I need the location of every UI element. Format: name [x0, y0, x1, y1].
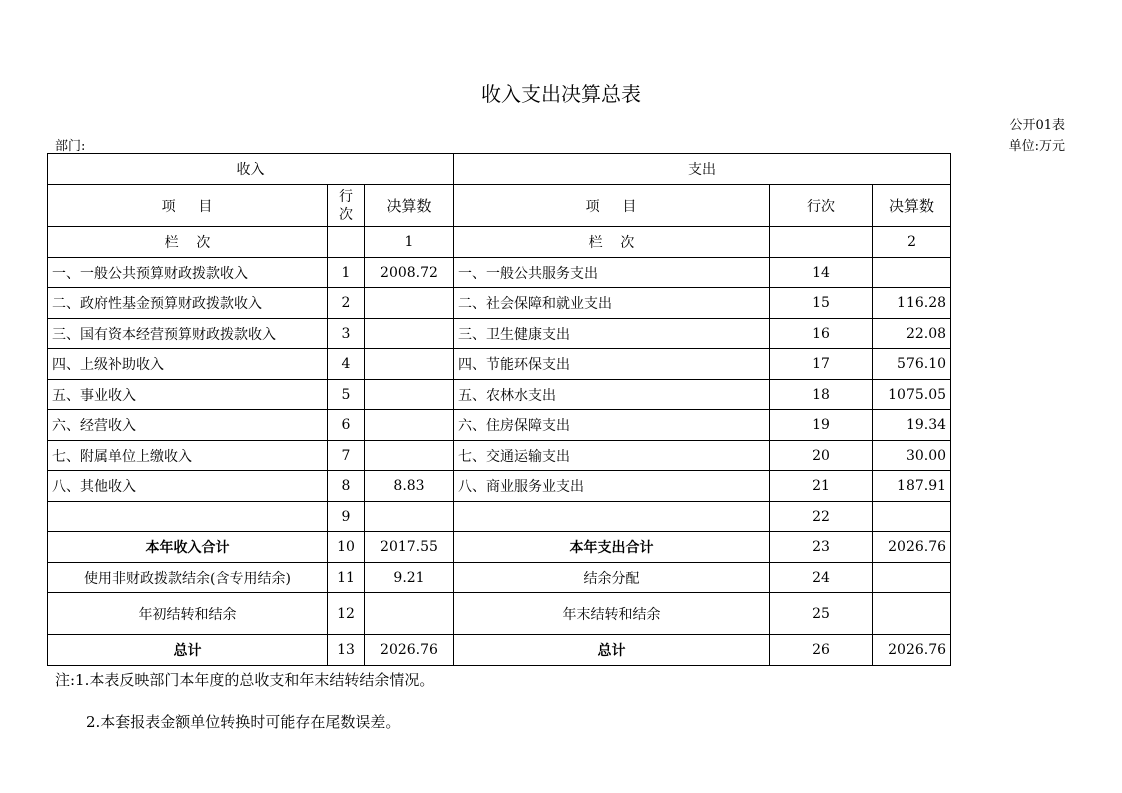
expense-row-no: 20 — [770, 441, 873, 471]
table-row — [48, 319, 951, 349]
expense-item: 一、一般公共服务支出 — [454, 258, 770, 288]
expense-column-index: 2 — [873, 227, 951, 258]
department-label: 部门: — [55, 139, 86, 154]
income-amount: 2008.72 — [365, 258, 454, 288]
income-item: 六、经营收入 — [48, 410, 328, 441]
income-row-no: 9 — [328, 502, 365, 532]
expense-row-no: 17 — [770, 349, 873, 380]
income-amount: 8.83 — [365, 471, 454, 502]
income-amount — [365, 380, 454, 410]
income-item: 五、事业收入 — [48, 380, 328, 410]
expense-item: 四、节能环保支出 — [454, 349, 770, 380]
notes — [55, 670, 434, 690]
income-row-no: 11 — [328, 563, 365, 593]
expense-row-no: 15 — [770, 288, 873, 319]
expense-row-no: 23 — [770, 532, 873, 563]
income-row-no: 2 — [328, 288, 365, 319]
note-2: 2.本套报表金额单位转换时可能存在尾数误差。 — [86, 713, 401, 731]
expense-section-header: 支出 — [454, 154, 951, 185]
table-row — [48, 380, 951, 410]
income-item-header: 项 目 — [48, 185, 328, 227]
column-index-row — [48, 227, 951, 258]
income-item: 一、一般公共预算财政拨款收入 — [48, 258, 328, 288]
expense-item: 二、社会保障和就业支出 — [454, 288, 770, 319]
income-row-no: 4 — [328, 349, 365, 380]
expense-row-no: 16 — [770, 319, 873, 349]
note-1: 注:1.本表反映部门本年度的总收支和年末结转结余情况。 — [55, 671, 435, 689]
expense-row-no-header: 行次 — [770, 185, 873, 227]
expense-grand-total-label: 总计 — [454, 635, 770, 666]
beginning-balance-amount — [365, 593, 454, 635]
expense-row-no: 24 — [770, 563, 873, 593]
expense-amount: 187.91 — [873, 471, 951, 502]
expense-amount — [873, 258, 951, 288]
surplus-distribution-amount — [873, 563, 951, 593]
page-title: 收入支出决算总表 — [481, 82, 641, 106]
income-row-no: 5 — [328, 380, 365, 410]
income-amount — [365, 410, 454, 441]
nonfiscal-balance-label: 使用非财政拨款结余(含专用结余) — [48, 563, 328, 593]
expense-amount — [873, 502, 951, 532]
income-amount — [365, 288, 454, 319]
surplus-distribution-label: 结余分配 — [454, 563, 770, 593]
income-column-label: 栏 次 — [48, 227, 328, 258]
beginning-balance-label: 年初结转和结余 — [48, 593, 328, 635]
income-item: 二、政府性基金预算财政拨款收入 — [48, 288, 328, 319]
table-row — [48, 441, 951, 471]
income-item: 八、其他收入 — [48, 471, 328, 502]
income-amount-header: 决算数 — [365, 185, 454, 227]
expense-item: 六、住房保障支出 — [454, 410, 770, 441]
empty-cell — [770, 227, 873, 258]
expense-row-no: 18 — [770, 380, 873, 410]
expense-row-no: 14 — [770, 258, 873, 288]
ending-balance-label: 年末结转和结余 — [454, 593, 770, 635]
expense-item — [454, 502, 770, 532]
expense-amount: 116.28 — [873, 288, 951, 319]
table-row — [48, 410, 951, 441]
expense-row-no: 22 — [770, 502, 873, 532]
table-row — [48, 563, 951, 593]
unit-label: 单位:万元 — [1008, 139, 1065, 154]
expense-item: 八、商业服务业支出 — [454, 471, 770, 502]
income-row-no: 1 — [328, 258, 365, 288]
expense-amount: 30.00 — [873, 441, 951, 471]
expense-row-no: 26 — [770, 635, 873, 666]
expense-item: 三、卫生健康支出 — [454, 319, 770, 349]
expense-amount: 19.34 — [873, 410, 951, 441]
income-grand-total-label: 总计 — [48, 635, 328, 666]
year-income-total-amount: 2017.55 — [365, 532, 454, 563]
budget-summary-table — [47, 153, 951, 666]
income-item: 四、上级补助收入 — [48, 349, 328, 380]
income-item: 七、附属单位上缴收入 — [48, 441, 328, 471]
income-row-no: 6 — [328, 410, 365, 441]
income-item: 三、国有资本经营预算财政拨款收入 — [48, 319, 328, 349]
year-expense-total-label: 本年支出合计 — [454, 532, 770, 563]
expense-grand-total-amount: 2026.76 — [873, 635, 951, 666]
section-header-row — [48, 154, 951, 185]
year-expense-total-amount: 2026.76 — [873, 532, 951, 563]
expense-item: 五、农林水支出 — [454, 380, 770, 410]
expense-amount: 576.10 — [873, 349, 951, 380]
table-row — [48, 258, 951, 288]
expense-column-label: 栏 次 — [454, 227, 770, 258]
expense-amount: 1075.05 — [873, 380, 951, 410]
income-row-no: 10 — [328, 532, 365, 563]
empty-cell — [328, 227, 365, 258]
income-row-no-header: 行 次 — [328, 185, 365, 227]
income-amount — [365, 441, 454, 471]
income-column-index: 1 — [365, 227, 454, 258]
income-grand-total-amount: 2026.76 — [365, 635, 454, 666]
income-row-no: 3 — [328, 319, 365, 349]
form-code: 公开01表 — [1009, 118, 1065, 133]
expense-amount: 22.08 — [873, 319, 951, 349]
table-row — [48, 502, 951, 532]
income-amount — [365, 349, 454, 380]
income-amount — [365, 502, 454, 532]
expense-amount-header: 决算数 — [873, 185, 951, 227]
income-amount — [365, 319, 454, 349]
nonfiscal-balance-amount: 9.21 — [365, 563, 454, 593]
table-row — [48, 471, 951, 502]
table-row — [48, 593, 951, 635]
expense-row-no: 19 — [770, 410, 873, 441]
table-row — [48, 288, 951, 319]
year-income-total-label: 本年收入合计 — [48, 532, 328, 563]
year-total-row — [48, 532, 951, 563]
income-row-no: 7 — [328, 441, 365, 471]
expense-row-no: 21 — [770, 471, 873, 502]
expense-row-no: 25 — [770, 593, 873, 635]
income-row-no: 13 — [328, 635, 365, 666]
ending-balance-amount — [873, 593, 951, 635]
income-section-header: 收入 — [48, 154, 454, 185]
income-row-no: 8 — [328, 471, 365, 502]
expense-item-header: 项 目 — [454, 185, 770, 227]
column-header-row — [48, 185, 951, 227]
table-row — [48, 349, 951, 380]
income-row-no: 12 — [328, 593, 365, 635]
income-item — [48, 502, 328, 532]
expense-item: 七、交通运输支出 — [454, 441, 770, 471]
grand-total-row — [48, 635, 951, 666]
